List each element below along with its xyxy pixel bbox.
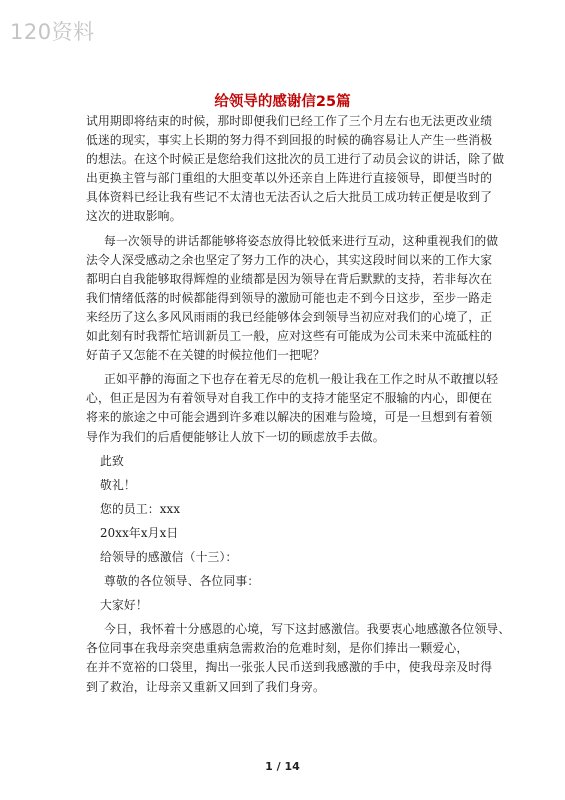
signature-date: 20xx年x月x日	[100, 525, 179, 540]
text-line: 到了救治，让母亲又重新又回到了我们身旁。	[86, 679, 325, 694]
text-line: 心，但正是因为有着领导对自我工作中的支持才能坚定不服输的内心，即便在	[86, 391, 493, 406]
salutation: 尊敬的各位领导、各位同事：	[104, 574, 260, 589]
text-line: 正如平静的海面之下也存在着无尽的危机一般让我在工作之时从不敢擅以轻	[104, 372, 499, 387]
text-line: 在并不宽裕的口袋里，掏出一张张人民币送到我感激的手中，使我母亲及时得	[86, 660, 493, 675]
text-line: 这次的进取影响。	[86, 209, 182, 224]
paragraph-1	[86, 112, 505, 227]
text-line: 法令人深受感动之余也坚定了努力工作的决心，其实这段时间以来的工作大家	[86, 252, 493, 267]
signature-employee: 您的员工：xxx	[100, 501, 181, 516]
closing-line: 此致	[100, 453, 124, 468]
paragraph-3	[86, 370, 499, 446]
section-subtitle: 给领导的感激信（十三）：	[100, 549, 238, 564]
watermark-logo: 120资料	[10, 20, 95, 44]
document-title: 给领导的感谢信25篇	[214, 94, 351, 110]
text-line: 试用期即将结束的时候，那时即便我们已经工作了三个月左右也无法更改业绩	[86, 114, 493, 128]
text-line: 出更换主管与部门重组的大胆变革以外还亲自上阵进行直接领导，即便当时的	[86, 171, 493, 186]
page-number: 1 / 14	[265, 760, 300, 773]
text-line: 好苗子又怎能不在关键的时候拉他们一把呢？	[86, 348, 325, 363]
greeting: 大家好！	[100, 598, 148, 613]
text-line: 各位同事在我母亲突患重病急需救治的危难时刻，是你们捧出一颗爱心，	[86, 641, 469, 656]
closing-regards: 敬礼！	[100, 477, 136, 492]
document-body	[86, 112, 511, 697]
text-line: 导作为我们的后盾便能够让人放下一切的顾虑放手去做。	[86, 429, 385, 444]
text-line: 如此刻有时我帮忙培训新员工一般，应对这些有可能成为公司未来中流砥柱的	[86, 329, 493, 344]
paragraph-4	[86, 620, 511, 696]
text-line: 今日，我怀着十分感恩的心境，写下这封感激信。我要衷心地感激各位领导、	[104, 622, 511, 637]
text-line: 我们情绪低落的时候都能得到领导的激励可能也走不到今日这步，至步一路走	[86, 290, 493, 305]
text-line: 低迷的现实，事实上长期的努力得不到回报的时候的确容易让人产生一些消极	[86, 133, 493, 148]
text-line: 的想法。在这个时候正是您给我们这批次的员工进行了动员会议的讲话，除了做	[86, 152, 505, 167]
text-line: 每一次领导的讲话都能够将姿态放得比较低来进行互动，这种重视我们的做	[104, 233, 499, 248]
text-line: 来经历了这么多风风雨雨的我已经能够体会到领导当初应对我们的心境了，正	[86, 309, 493, 324]
text-line: 将来的旅途之中可能会遇到许多难以解决的困难与险境，可是一旦想到有着领	[86, 410, 493, 425]
text-line: 具体资料已经让我有些记不太清也无法否认之后大批员工成功转正便是收到了	[86, 190, 493, 205]
paragraph-2	[86, 232, 499, 366]
text-line: 都明白自我能够取得辉煌的业绩都是因为领导在背后默默的支持，若非每次在	[86, 271, 493, 286]
